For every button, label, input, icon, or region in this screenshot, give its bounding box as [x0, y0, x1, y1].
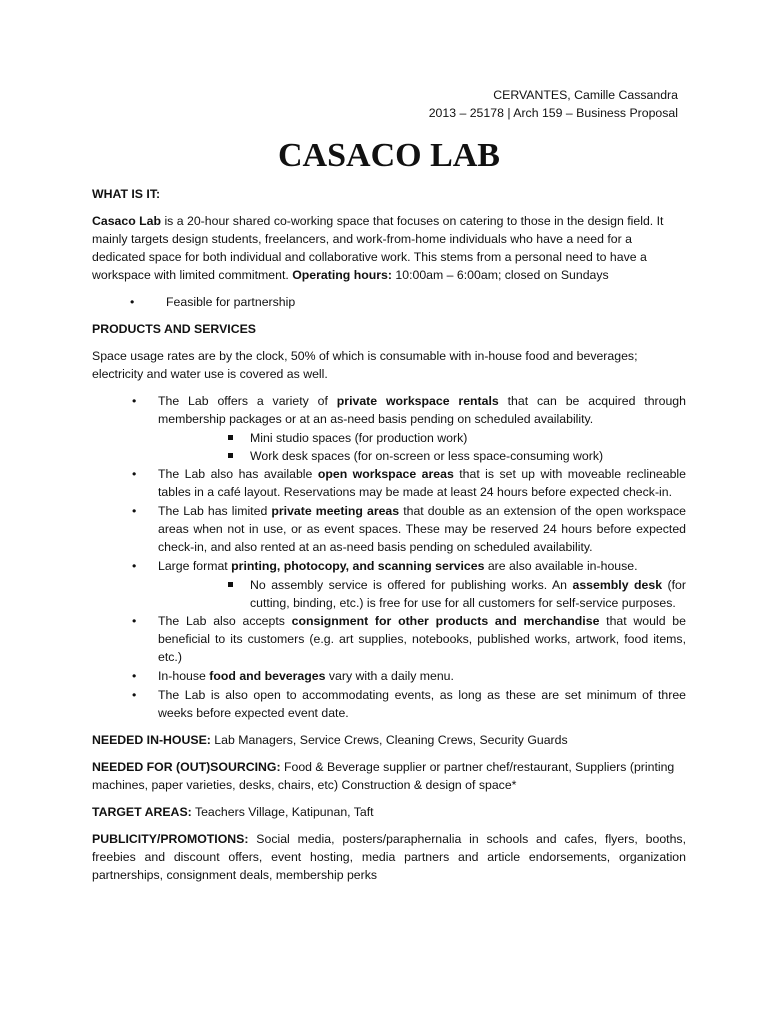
list-item: • The Lab offers a variety of private workspace rentals that can be acquired through membership packages or at an as-need basis pending on scheduled availability. — [92, 392, 686, 428]
section-heading-what-is-it: WHAT IS IT: — [92, 187, 161, 201]
products-intro: Space usage rates are by the clock, 50% of which is consumable with in-house food and beverages; electricity and water use is covered as well. — [92, 349, 638, 381]
products-list — [92, 392, 686, 722]
sub-list-item: Work desk spaces (for on-screen or less space-consuming work) — [92, 447, 686, 465]
target-areas-paragraph: TARGET AREAS: Teachers Village, Katipunan, Taft — [92, 805, 374, 819]
document-body — [92, 86, 686, 893]
list-item: • Feasible for partnership — [92, 293, 686, 311]
author-name: CERVANTES, Camille Cassandra — [493, 88, 678, 102]
course-info: 2013 – 25178 | Arch 159 – Business Proposal — [428, 106, 678, 120]
sub-list-item: Mini studio spaces (for production work) — [92, 429, 686, 447]
document-title: CASACO LAB — [278, 137, 500, 174]
list-item: • Large format printing, photocopy, and scanning services are also available in-house. — [92, 557, 686, 575]
partnership-list — [92, 293, 686, 311]
what-is-it-paragraph: Casaco Lab is a 20-hour shared co-working space that focuses on catering to those in the design field. It mainly targets design students, freelancers, and work-from-home individuals who have a need for a dedicated space for both individual and collaborative work. This stems from a personal need to have a workspace with limited commitment. Operating hours: 10:00am – 6:00am; closed on Sundays — [92, 214, 664, 282]
publicity-paragraph: PUBLICITY/PROMOTIONS: Social media, posters/paraphernalia in schools and cafes, flyers, booths, freebies and discount offers, event hosting, media partners and article endorsements, organization partnerships, consignment deals, membership perks — [92, 832, 686, 882]
list-item: • The Lab is also open to accommodating events, as long as these are set minimum of three weeks before expected event date. — [92, 686, 686, 722]
lab-name: Casaco Lab — [92, 214, 162, 228]
sub-list-item: No assembly service is offered for publishing works. An assembly desk (for cutting, binding, etc.) is free for use for all customers for self-service purposes. — [92, 576, 686, 612]
needed-inhouse-paragraph: NEEDED IN-HOUSE: Lab Managers, Service Crews, Cleaning Crews, Security Guards — [92, 733, 568, 747]
section-heading-products: PRODUCTS AND SERVICES — [92, 322, 256, 336]
list-item: • The Lab has limited private meeting areas that double as an extension of the open workspace areas when not in use, or as event spaces. These may be reserved 24 hours before expected check-in, and also rented at an as-need basis pending on scheduled availability. — [92, 502, 686, 556]
list-item: • In-house food and beverages vary with a daily menu. — [92, 667, 686, 685]
list-item: • The Lab also accepts consignment for other products and merchandise that would be beneficial to its customers (e.g. art supplies, notebooks, published works, artwork, food items, etc.) — [92, 612, 686, 666]
list-item: • The Lab also has available open workspace areas that is set up with moveable reclineable tables in a café layout. Reservations may be made at least 24 hours before expected check-in. — [92, 465, 686, 501]
hours-label: Operating hours: — [292, 268, 392, 282]
hours-value: 10:00am – 6:00am; closed on Sundays — [391, 268, 609, 282]
needed-outsourcing-paragraph: NEEDED FOR (OUT)SOURCING: Food & Beverage supplier or partner chef/restaurant, Suppliers (printing machines, paper varieties, desks, chairs, etc) Construction & design of space* — [92, 760, 675, 792]
author-block — [92, 86, 678, 122]
